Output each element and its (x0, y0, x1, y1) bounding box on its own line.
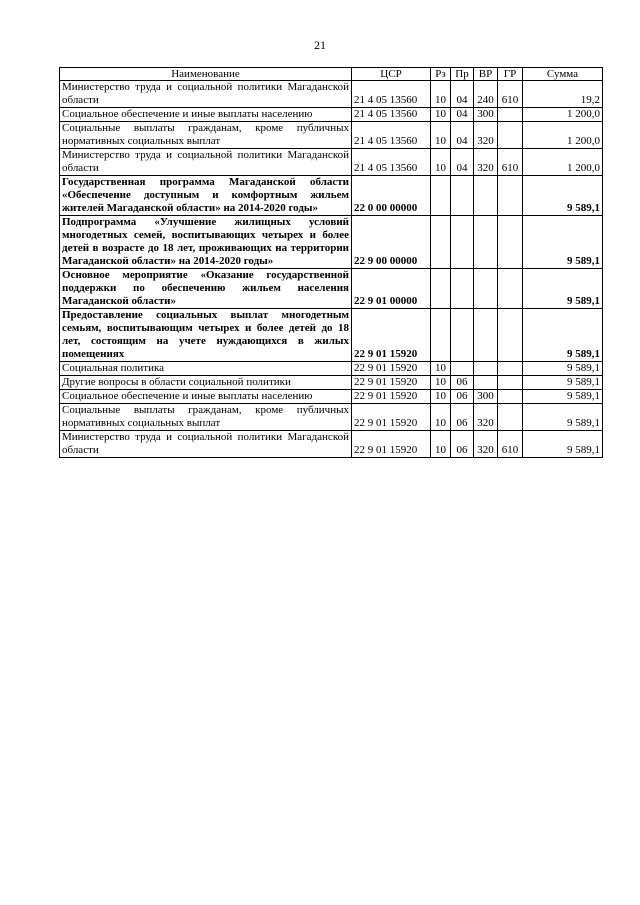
cell-csr: 22 9 01 15920 (352, 404, 431, 431)
header-rz: Рз (431, 68, 451, 81)
cell-name: Основное мероприятие «Оказание государственной поддержки по обеспечению жильем населения Магаданской области» (60, 269, 352, 309)
cell-gr (498, 122, 523, 149)
table-row (60, 81, 603, 108)
cell-name: Предоставление социальных выплат многодетным семьям, воспитывающим четырех и более детей до 18 лет, состоящим на учете нуждающихся в жилых помещениях (60, 309, 352, 362)
cell-pr (451, 362, 474, 376)
table-row (60, 176, 603, 216)
cell-csr: 21 4 05 13560 (352, 149, 431, 176)
cell-pr: 04 (451, 108, 474, 122)
cell-rz: 10 (431, 149, 451, 176)
table-row (60, 431, 603, 458)
cell-name: Министерство труда и социальной политики Магаданской области (60, 431, 352, 458)
cell-csr: 22 9 01 15920 (352, 431, 431, 458)
table-row (60, 390, 603, 404)
cell-pr: 06 (451, 376, 474, 390)
cell-sum: 9 589,1 (523, 390, 603, 404)
cell-pr: 04 (451, 81, 474, 108)
header-sum: Сумма (523, 68, 603, 81)
table-row (60, 216, 603, 269)
cell-csr: 22 9 01 15920 (352, 390, 431, 404)
cell-sum: 1 200,0 (523, 108, 603, 122)
cell-pr: 06 (451, 431, 474, 458)
cell-sum: 9 589,1 (523, 176, 603, 216)
cell-csr: 21 4 05 13560 (352, 81, 431, 108)
cell-pr (451, 309, 474, 362)
table-row (60, 309, 603, 362)
cell-pr: 04 (451, 122, 474, 149)
cell-sum: 9 589,1 (523, 376, 603, 390)
cell-sum: 9 589,1 (523, 269, 603, 309)
cell-vr (474, 362, 498, 376)
cell-csr: 22 0 00 00000 (352, 176, 431, 216)
table-body (60, 81, 603, 458)
cell-rz: 10 (431, 362, 451, 376)
cell-name: Социальное обеспечение и иные выплаты населению (60, 108, 352, 122)
table-row (60, 269, 603, 309)
cell-gr (498, 176, 523, 216)
cell-sum: 9 589,1 (523, 431, 603, 458)
cell-vr (474, 269, 498, 309)
cell-vr: 320 (474, 404, 498, 431)
cell-gr (498, 269, 523, 309)
header-pr: Пр (451, 68, 474, 81)
cell-pr (451, 269, 474, 309)
cell-gr (498, 376, 523, 390)
header-vr: ВР (474, 68, 498, 81)
table-row (60, 362, 603, 376)
cell-sum: 9 589,1 (523, 216, 603, 269)
cell-gr: 610 (498, 149, 523, 176)
cell-name: Другие вопросы в области социальной политики (60, 376, 352, 390)
cell-vr: 240 (474, 81, 498, 108)
cell-gr (498, 404, 523, 431)
cell-rz: 10 (431, 431, 451, 458)
cell-rz: 10 (431, 404, 451, 431)
cell-vr (474, 176, 498, 216)
cell-sum: 19,2 (523, 81, 603, 108)
cell-sum: 9 589,1 (523, 404, 603, 431)
cell-csr: 22 9 01 00000 (352, 269, 431, 309)
table-row (60, 122, 603, 149)
cell-gr: 610 (498, 81, 523, 108)
cell-vr (474, 309, 498, 362)
table-row (60, 108, 603, 122)
cell-pr (451, 176, 474, 216)
cell-vr: 320 (474, 431, 498, 458)
cell-name: Социальные выплаты гражданам, кроме публичных нормативных социальных выплат (60, 122, 352, 149)
cell-csr: 22 9 01 15920 (352, 362, 431, 376)
cell-sum: 1 200,0 (523, 122, 603, 149)
cell-name: Государственная программа Магаданской области «Обеспечение доступным и комфортным жильем жителей Магаданской области» на 2014-2020 годы» (60, 176, 352, 216)
table-row (60, 149, 603, 176)
cell-vr: 320 (474, 122, 498, 149)
cell-rz: 10 (431, 81, 451, 108)
header-csr: ЦСР (352, 68, 431, 81)
cell-gr: 610 (498, 431, 523, 458)
cell-vr: 300 (474, 108, 498, 122)
cell-csr: 22 9 01 15920 (352, 309, 431, 362)
cell-csr: 22 9 00 00000 (352, 216, 431, 269)
cell-name: Социальное обеспечение и иные выплаты населению (60, 390, 352, 404)
cell-csr: 21 4 05 13560 (352, 108, 431, 122)
cell-pr: 06 (451, 404, 474, 431)
cell-rz (431, 269, 451, 309)
header-gr: ГР (498, 68, 523, 81)
cell-rz: 10 (431, 108, 451, 122)
cell-name: Подпрограмма «Улучшение жилищных условий многодетных семей, воспитывающих четырех и более детей в возрасте до 18 лет, проживающих на территории Магаданской области» на 2014-2020 годы» (60, 216, 352, 269)
cell-rz (431, 176, 451, 216)
cell-csr: 21 4 05 13560 (352, 122, 431, 149)
cell-name: Социальные выплаты гражданам, кроме публичных нормативных социальных выплат (60, 404, 352, 431)
cell-name: Социальная политика (60, 362, 352, 376)
cell-rz (431, 309, 451, 362)
cell-sum: 9 589,1 (523, 309, 603, 362)
table-row (60, 404, 603, 431)
cell-vr (474, 216, 498, 269)
budget-table (59, 67, 603, 458)
cell-rz: 10 (431, 376, 451, 390)
cell-name: Министерство труда и социальной политики Магаданской области (60, 149, 352, 176)
cell-sum: 9 589,1 (523, 362, 603, 376)
cell-gr (498, 108, 523, 122)
cell-vr: 320 (474, 149, 498, 176)
cell-vr (474, 376, 498, 390)
table-row (60, 376, 603, 390)
cell-vr: 300 (474, 390, 498, 404)
cell-rz (431, 216, 451, 269)
cell-csr: 22 9 01 15920 (352, 376, 431, 390)
cell-rz: 10 (431, 122, 451, 149)
cell-gr (498, 390, 523, 404)
table-header-row (60, 68, 603, 81)
cell-rz: 10 (431, 390, 451, 404)
page-number: 21 (314, 38, 326, 52)
header-name: Наименование (60, 68, 352, 81)
cell-pr (451, 216, 474, 269)
cell-sum: 1 200,0 (523, 149, 603, 176)
cell-pr: 04 (451, 149, 474, 176)
cell-pr: 06 (451, 390, 474, 404)
cell-gr (498, 309, 523, 362)
cell-name: Министерство труда и социальной политики Магаданской области (60, 81, 352, 108)
cell-gr (498, 362, 523, 376)
cell-gr (498, 216, 523, 269)
